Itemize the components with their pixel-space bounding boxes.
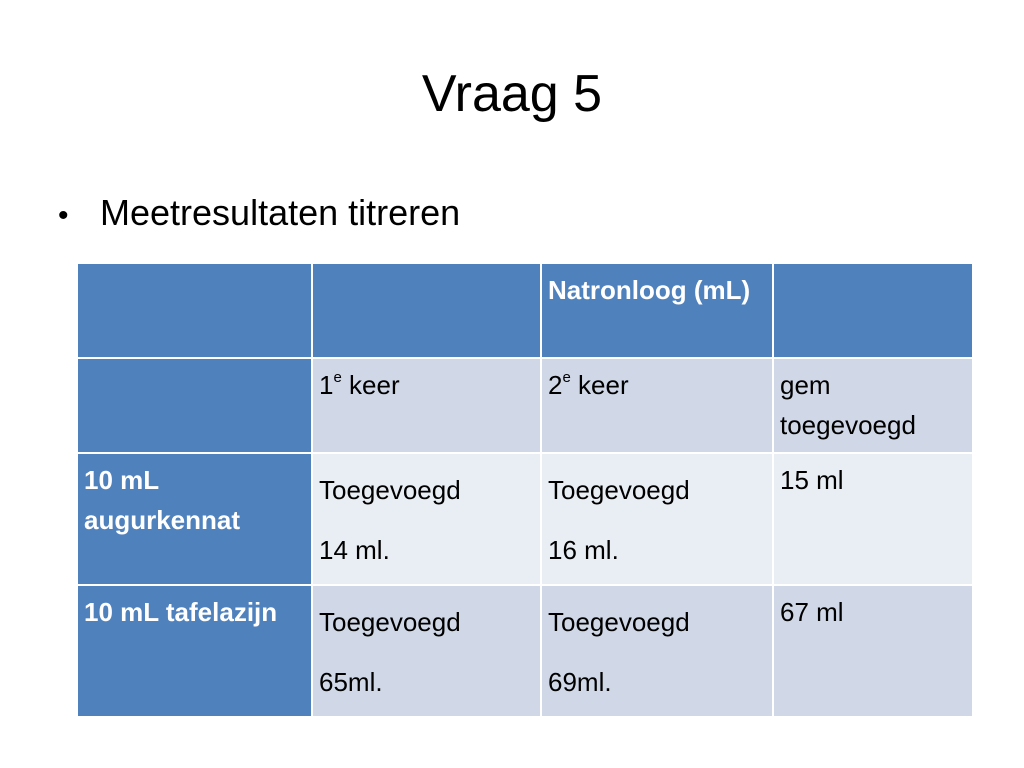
bullet-dot-icon: • [58, 199, 69, 232]
header-cell-natronloog: Natronloog (mL) [541, 263, 773, 358]
header-cell-empty-2 [312, 263, 541, 358]
subheader-first-try: 1e keer [312, 358, 541, 453]
subheader-cell-empty [77, 358, 312, 453]
table-header-row [77, 263, 973, 358]
slide-title: Vraag 5 [421, 65, 603, 123]
row-label-augurkennat: 10 mL augurkennat [77, 453, 312, 585]
table-row [77, 585, 973, 717]
table-subheader-row [77, 358, 973, 453]
subheader-average: gem toegevoegd [773, 358, 973, 453]
bullet-text: Meetresultaten titreren [100, 192, 461, 233]
bullet-item [58, 190, 460, 239]
cell-average: 15 ml [773, 453, 973, 585]
table-row [77, 453, 973, 585]
cell-average: 67 ml [773, 585, 973, 717]
row-label-tafelazijn: 10 mL tafelazijn [77, 585, 312, 717]
subheader-second-try: 2e keer [541, 358, 773, 453]
header-cell-empty-4 [773, 263, 973, 358]
cell-second-try: Toegevoegd 16 ml. [541, 453, 773, 585]
cell-first-try: Toegevoegd 14 ml. [312, 453, 541, 585]
header-cell-empty-1 [77, 263, 312, 358]
cell-first-try: Toegevoegd 65ml. [312, 585, 541, 717]
results-table [76, 262, 974, 718]
cell-second-try: Toegevoegd 69ml. [541, 585, 773, 717]
